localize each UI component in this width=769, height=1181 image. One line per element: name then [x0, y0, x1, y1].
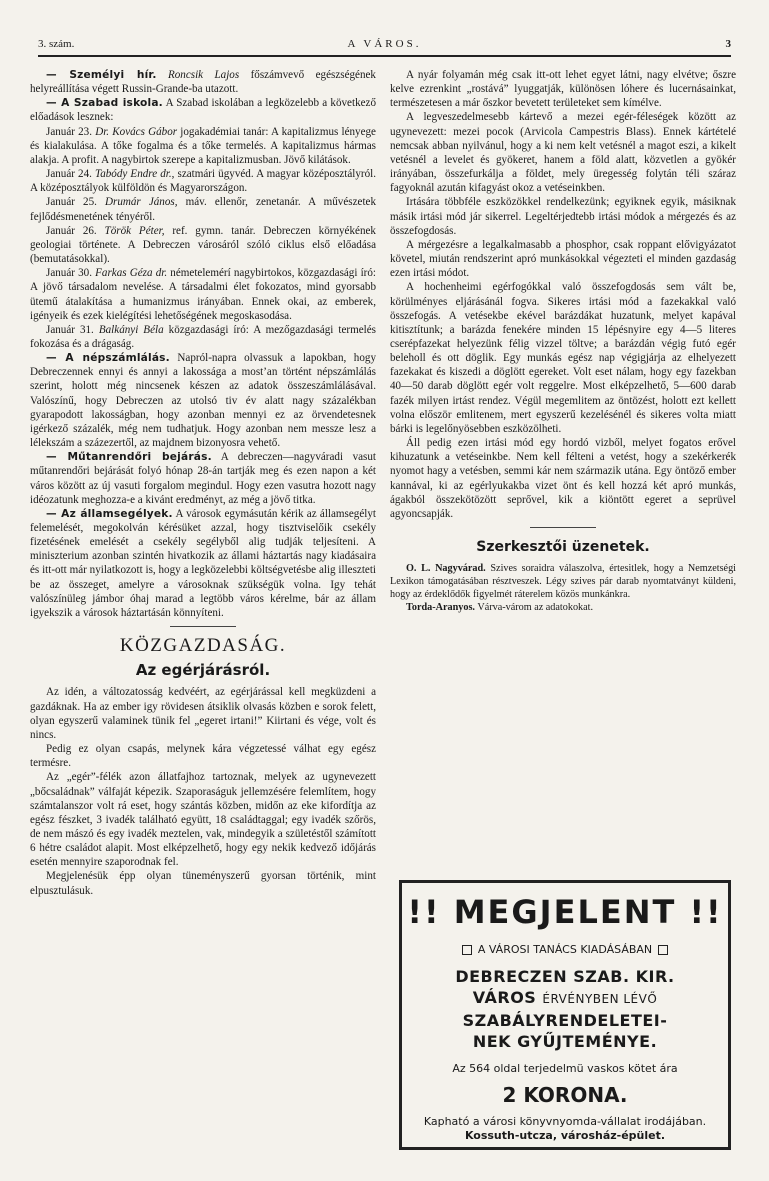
news-nepszamlalas: — A népszámlálás. Napról-napra olvassuk a lapokban, hogy Debreczennek ennyi és annyi a lakossága a most’an történt népszámlálás szerint, holott még nincsenek készen az adatok összeszámlálásával. Valószínű, hogy Debreczen az utolsó tiv év alatt nagy százalékban gyarapodott lakosságban, hogy azonban mennyi ez az örvendetesnek igérkező százalék, még nem tudhatjuk. Hogy azonban nem messze lesz a lélekszám a százezertől, az majdnem bizonyosra vehető. [30, 352, 376, 450]
article-paragraph: A legveszedelmesebb kártevő a mezei egér-féleségek között az ugynevezett: mezei pocok (Arvicola Campestris Blass). Ennek kártételé nemcsak abban nyilvánul, hogy a ki nem kelt vetésnél a magot eszi, a kikelt vetésnél a levelet és gyökeret, hanem a föld alatt, közvetlen a gyökér irányában, összefurkálja a földet, mely üregesség folytán téli száraz fagyoknál azután kifagyást okoz a vetéseinkben. [390, 111, 736, 195]
lecture-item: Január 31. Balkányi Béla közgazdasági író: A mezőgazdasági termelés fokozása és a drágaság. [30, 323, 376, 350]
left-column [30, 68, 376, 898]
lecture-item: Január 26. Török Péter, ref. gymn. tanár. Debreczen környékének geologiai története. A Debreczen városáról szóló ciklus első előadása (bemutatásokkal). [30, 224, 376, 266]
article-title: Az egérjárásról. [135, 661, 271, 680]
lecture-item: Január 25. Drumár János, máv. ellenőr, zenetanár. A művészetek fejlődésmenetének tényéről. [30, 196, 376, 223]
article-paragraph: Irtására többféle eszközökkel rendelkezünk; egyiknek egyik, másiknak másik irtási mód jár sikerrel. Legeltérjedtebb irtási módok a mérgezés és az összefogdosás. [390, 196, 736, 237]
article-paragraph: Az „egér”-félék azon állatfajhoz tartoznak, melyek az ugynevezett „bőcsaládnak” válfaját képezik. Szaporaságuk jellemzésére felemlítem, hogy számtalanszor volt rá eset, hogy szántás közben, midőn az eke kifordítja az egész fészket, 3 ivadék található együtt, 18 családtaggal; egy ivadék szőrös, de nem mászó és egy ivadék meztelen, vak, mindegyik a születéstől számított 6 hétre családot alapit. Most elképzelhető, hogy egy nekik kedvező időjárás esetén mennyire szaporodnak fel. [30, 771, 376, 869]
ad-title: !! MEGJELENT !! [407, 893, 723, 931]
article-paragraph: A hochenheimi egérfogókkal való összefogdosás sem vált be, körülményes eljárásánál fogva. Sikeres irtási mód a fazekakkal való összefogás. A vetésekbe ekével barázdákat huzatunk, melyet kapával kitisztítunk; a barázda fenekére minden 15 lépésnyire egy 4—5 literes cserépfazekat helyezünk félig vizzel töltve; a barázdán végig futó egér beleholl és ott döglik. Egy munkás egész nap végigjárja az elhelyezett fazekakat és kiszedi a döglött egereket. Volt eset nálam, hogy egy fazekban 40—50 darab döglött egér volt reggelre. Most elképzelhető, 5—600 darab fazék milyen irtást rendez. Végül megemlitem az öntözést, holott ezt kellett volna először emlitenem, mert egyszerű kezelésénél és sikeres volta miatt bárki is legelőnyösebben eszközölheti. [390, 281, 736, 435]
news-szabad-iskola: — A Szabad iskola. A Szabad iskolában a legközelebb a következő előadások lesznek: [30, 97, 377, 124]
article-paragraph: A nyár folyamán még csak itt-ott lehet egyet látni, nagy elvétve; őszre kelve ezrenkint „rostává” lyuggatják, különösen lóhere és lucernásainkat, természetesen a már őszkor bevetett területeket sem kímélve. [390, 69, 736, 110]
article-paragraph: Áll pedig ezen irtási mód egy hordó vizből, melyet fogatos erővel kihuzatunk a vetéseinkbe. Nem kell félteni a vetést, hogy a szekérkerék nyomot hagy a vetésben, semmi kár nem származik utána. Egy öntöző ember kannával, ki az egérlyukakba vizet önt és kell hozzá két apró munkás, ágakból összekötözött seprővel, kik a kiöntött egeret a seprüvel agyoncsapják. [390, 437, 736, 520]
right-column [390, 68, 736, 614]
square-icon [658, 945, 668, 955]
issue-number: 3. szám. [38, 38, 75, 50]
news-szemelyi: — Személyi hír. Roncsik Lajos főszámvevő egészségének helyreállítása végett Russin-Grande-ba utazott. [30, 69, 376, 96]
page-number: 3 [725, 38, 731, 50]
ad-price: 2 KORONA. [502, 1083, 628, 1107]
news-allamsegely: — Az államsegélyek. A városok egymásután kérik az államsegélyt felemelését, megokolván kérésüket azzal, hogy tisztviselőik csekély fizetésének emelését a csekély segélyből alig tudják teljesíteni. A miniszterium azonban szintén hivatkozik az állami háztartás nagy kiadásaira és itt-ott már nyilatkozott is, hogy a legközelebbi költségvetésbe alig illeszteti be az összeget, amelyre a városoknak szükségük volna. Igy tehát valószínüleg jámbor óhaj marad a legtöbb város kérelme, bár az állam igyekszik a városok háztartásán könnyíteni. [30, 507, 376, 619]
lecture-item: Január 23. Dr. Kovács Gábor jogakadémiai tanár: A kapitalizmus lényege és kialakulása. A tőke fogalma és a tőke termelés. A kapitalizmus hármas alakja. A profit. A nagybirtok szerepe a kapitalizmusban. Jövő kilátások. [30, 125, 376, 166]
editor-message: Torda-Aranyos. Várva-várom az adatokokat. [406, 602, 594, 614]
editor-messages [390, 562, 736, 614]
news-mutanrendori: — Műtanrendőri bejárás. A debreczen—nagyváradi vasut műtanrendőri bejárását folyó hónap 28-án tartják meg és ezen napon a két város között az új vasuti forgalom megindul. Hogy ezen vasutra hozott nagy idéozatunk meghozza-e a kivánt eredményt, az még a jövő titka. [30, 451, 376, 506]
ad-note: Az 564 oldal terjedelmü vaskos kötet ára [452, 1062, 678, 1075]
advertisement-box [399, 880, 731, 1150]
ad-footer: Kapható a városi könyvnyomda-vállalat irodájában. Kossuth-utcza, városház-épület. [423, 1115, 707, 1142]
newspaper-title: A VÁROS. [347, 38, 422, 50]
page-header [38, 38, 731, 54]
square-icon [462, 945, 472, 955]
article-paragraph: A mérgezésre a legalkalmasabb a phosphor, csak roppant elővigyázatot követel, miután rendszerint apró munkásokkal végezteti el minden gazdaság ezen irtási módot. [390, 238, 736, 280]
article-paragraph: Pedig ez olyan csapás, melynek kára végzetessé válhat egy egész termésre. [30, 743, 376, 770]
article-paragraph: Megjelenésük épp olyan tüneményszerű gyorsan történik, mint elpusztulásuk. [30, 870, 376, 897]
lecture-item: Január 24. Tabódy Endre dr., szatmári ügyvéd. A magyar középosztályról. A középosztályok külföldön és Magyarországon. [30, 168, 376, 195]
ad-publisher: A VÁROSI TANÁCS KIADÁSÁBAN [402, 943, 728, 956]
article-paragraph: Az idén, a változatosság kedvéért, az egérjárással kell megküzdeni a gazdáknak. Ha az ember igy rövidesen átsiklik olvasás közben e sorok felett, olyan egyszerű valaminek tünik fel „egeret irtani!” Kiirtani és vége, volt és nincs. [30, 686, 376, 741]
editor-message: O. L. Nagyvárad. Szives soraidra válaszolva, értesitlek, hogy a Nemzetségi Lexikon támogatásában résztveszek. Légy szives pár darab nyomtatványt küldeni, hogy az érdeklődők figyelmét ráterelem közös munkánkra. [390, 563, 736, 601]
editor-messages-title: Szerkesztői üzenetek. [476, 539, 650, 555]
lecture-item: Január 30. Farkas Géza dr. németelemérí nagybirtokos, közgazdasági író: A jövő társadalom nevelése. A társadalmi élet fokozatos, mind gyorsabb ütemű átalakítása a humanizmus irányában. Ennek okai, az emberek, igényeik és ezek kielégítési lehetőségének megoskasodása. [30, 267, 377, 322]
section-divider [170, 626, 236, 627]
header-rule [38, 55, 731, 57]
ad-main-text: DEBRECZEN SZAB. KIR. VÁROS ÉRVÉNYBEN LÉVŐ SZABÁLYRENDELETEI- NEK GYŰJTEMÉNYE. [455, 967, 675, 1051]
section-title: KÖZGAZDASÁG. [119, 635, 287, 657]
section-divider [530, 527, 596, 528]
